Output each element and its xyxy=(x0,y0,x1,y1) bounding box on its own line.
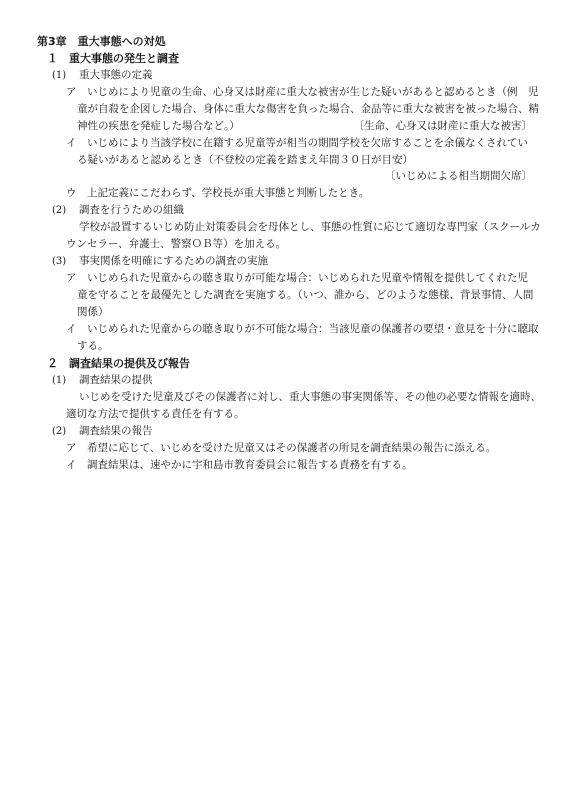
item-mark: イ xyxy=(66,323,77,335)
para-number: (2) xyxy=(52,426,67,437)
para-number: (1) xyxy=(52,70,67,81)
text-line: 童を守ることを最優先とした調査を実施する。（いつ、誰から、どのような態様、背景事情、人間 xyxy=(77,289,534,301)
item-mark: ア xyxy=(66,442,77,454)
para-heading: 重大事態の定義 xyxy=(79,69,153,81)
para-heading: 調査結果の報告 xyxy=(79,425,153,437)
para-heading: 調査結果の提供 xyxy=(79,374,153,386)
chapter-title: 第3章 重大事態への対処 xyxy=(37,35,166,48)
text-line: いじめにより当該学校に在籍する児童等が相当の期間学校を欠席することを余儀なくされてい xyxy=(87,137,528,149)
text-line: 関係） xyxy=(77,306,109,318)
text-line: 童が自殺を企図した場合、身体に重大な傷害を負った場合、金品等に重大な被害を被った場合、精 xyxy=(77,103,539,115)
para-number: (2) xyxy=(52,205,67,216)
text-line: 神性の疾患を発症した場合など。） xyxy=(77,120,240,132)
para-number: (3) xyxy=(52,256,67,267)
item-mark: イ xyxy=(66,137,77,149)
text-line: る疑いがあると認めるとき（不登校の定義を踏まえ年間３０日が目安） xyxy=(77,154,413,166)
text-line: ウンセラー、弁護士、警察ＯＢ等）を加える。 xyxy=(66,238,287,250)
text-line: 上記定義にこだわらず、学校長が重大事態と判断したとき。 xyxy=(87,187,370,199)
item-mark: ア xyxy=(66,272,77,284)
text-line: 希望に応じて、いじめを受けた児童又はその保護者の所見を調査結果の報告に添える。 xyxy=(87,442,497,454)
section-1-title: １ 重大事態の発生と調査 xyxy=(47,52,179,65)
para-heading: 調査を行うための組織 xyxy=(79,204,184,216)
text-line: 適切な方法で提供する責任を有する。 xyxy=(66,408,245,420)
text-line: いじめられた児童からの聴き取りが不可能な場合：当該児童の保護者の要望・意見を十分に聴取 xyxy=(87,323,539,335)
category-note: 〔いじめによる相当期間欠席〕 xyxy=(385,170,532,182)
text-line: 調査結果は、速やかに宇和島市教育委員会に報告する責務を有する。 xyxy=(87,459,413,471)
item-mark: イ xyxy=(66,459,77,471)
item-mark: ウ xyxy=(66,187,77,199)
para-number: (1) xyxy=(52,375,67,386)
text-line: いじめを受けた児童及びその保護者に対し、重大事態の事実関係等、その他の必要な情報を適時、 xyxy=(79,391,541,403)
item-mark: ア xyxy=(66,86,77,98)
text-line: 学校が設置するいじめ防止対策委員会を母体とし、事態の性質に応じて適切な専門家（スクールカ xyxy=(79,221,541,233)
section-2-title: ２ 調査結果の提供及び報告 xyxy=(47,357,190,370)
para-heading: 事実関係を明確にするための調査の実施 xyxy=(79,255,268,267)
text-line: いじめにより児童の生命、心身又は財産に重大な被害が生じた疑いがあると認めるとき（例 児 xyxy=(87,86,539,98)
text-line: する。 xyxy=(77,340,109,352)
category-note: 〔生命、心身又は財産に重大な被害〕 xyxy=(353,120,532,132)
text-line: いじめられた児童からの聴き取りが可能な場合：いじめられた児童や情報を提供してくれた児 xyxy=(87,272,528,284)
